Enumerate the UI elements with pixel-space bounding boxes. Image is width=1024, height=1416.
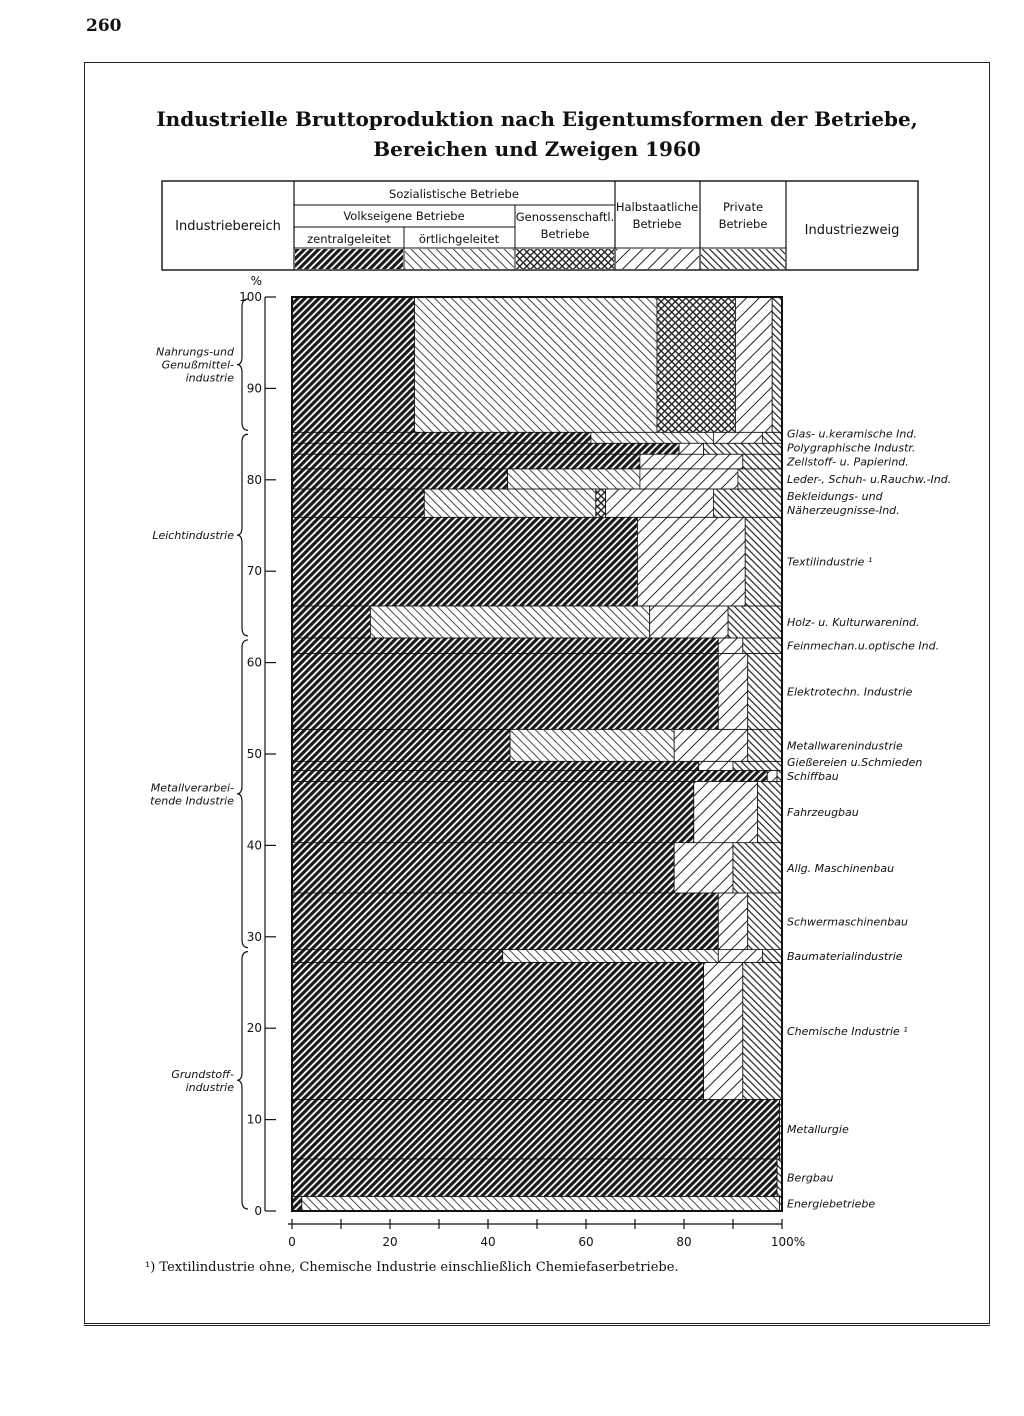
y-tick-label: 30 bbox=[246, 929, 262, 944]
bar-segment-privat bbox=[728, 606, 782, 638]
row-label: Baumaterialindustrie bbox=[787, 949, 903, 963]
bar-segment-zentral bbox=[292, 297, 415, 432]
y-tick-label: 10 bbox=[246, 1112, 262, 1127]
row-label: Textilindustrie ¹ bbox=[787, 555, 873, 569]
row-label: Bergbau bbox=[787, 1171, 834, 1185]
y-tick-label: 80 bbox=[246, 472, 262, 487]
legend-label-halb: Halbstaatliche Betriebe bbox=[615, 200, 699, 231]
row-label: Chemische Industrie ¹ bbox=[787, 1024, 908, 1038]
bar-segment-privat bbox=[743, 962, 782, 1099]
row-label: Bekleidungs- und bbox=[787, 490, 883, 504]
bar-segment-oertlich bbox=[370, 606, 649, 638]
x-tick-label: 0 bbox=[288, 1235, 296, 1249]
row-label: Holz- u. Kulturwarenind. bbox=[787, 615, 920, 629]
legend-swatch-oertlich bbox=[405, 249, 514, 269]
bar-segment-privat bbox=[772, 297, 782, 432]
y-tick-label: 90 bbox=[246, 381, 262, 396]
bar-segment-zentral bbox=[292, 454, 640, 469]
bar-segment-genossen bbox=[596, 489, 606, 517]
chart-title-line-1: Industrielle Bruttoproduktion nach Eigentumsformen der Betriebe, bbox=[156, 107, 918, 131]
row-label: Glas- u.keramische Ind. bbox=[787, 427, 917, 441]
group-bracket bbox=[237, 640, 248, 948]
bar-segment-halb bbox=[713, 432, 762, 443]
group-bracket bbox=[237, 299, 248, 430]
group-label: industrie bbox=[185, 1080, 234, 1094]
bar-segment-zentral bbox=[292, 517, 637, 606]
bar-segment-zentral bbox=[292, 950, 503, 963]
bar-segment-oertlich bbox=[508, 469, 640, 489]
bar-segment-privat bbox=[745, 517, 782, 606]
group-label: tende Industrie bbox=[150, 794, 234, 808]
legend-table bbox=[162, 181, 918, 270]
y-tick-label: 20 bbox=[246, 1021, 262, 1036]
bar-segment-oertlich bbox=[591, 432, 714, 443]
x-tick-label: 60 bbox=[578, 1235, 594, 1249]
row-label: Gießereien u.Schmieden bbox=[787, 755, 923, 769]
bar-segment-halb bbox=[718, 893, 747, 950]
row-label: Energiebetriebe bbox=[787, 1197, 876, 1211]
legend-label-oertlich: örtlichgeleitet bbox=[418, 232, 500, 246]
bar-segment-oertlich bbox=[302, 1196, 780, 1211]
bar-segment-zentral bbox=[292, 843, 674, 893]
legend-swatch-zentral bbox=[295, 249, 403, 269]
bar-segment-privat bbox=[758, 781, 783, 842]
row-label: Feinmechan.u.optische Ind. bbox=[787, 639, 940, 653]
y-tick-label: 70 bbox=[246, 564, 262, 579]
y-axis bbox=[239, 274, 276, 1218]
group-bracket bbox=[237, 434, 248, 636]
row-label: Allg. Maschinenbau bbox=[787, 861, 895, 875]
bar-segment-zentral bbox=[292, 606, 370, 638]
bottom-rule bbox=[84, 1325, 990, 1326]
bar-segment-oertlich bbox=[510, 729, 674, 761]
y-tick-label: 100 bbox=[239, 290, 262, 304]
bar-segment-zentral bbox=[292, 761, 699, 770]
bar-segment-privat bbox=[713, 489, 782, 517]
page-number: 260 bbox=[86, 16, 122, 36]
group-label: Genußmittel- bbox=[161, 358, 234, 372]
bar-segment-privat bbox=[743, 638, 782, 654]
bar-segment-halb bbox=[679, 443, 704, 454]
bar-segment-halb bbox=[699, 761, 733, 770]
bar-segment-halb bbox=[674, 843, 733, 893]
bar-segment-genossen bbox=[657, 297, 735, 432]
bar-segment-oertlich bbox=[424, 489, 596, 517]
row-label: Schwermaschinenbau bbox=[787, 915, 908, 929]
group-label: Leichtindustrie bbox=[152, 529, 234, 543]
bar-segment-halb bbox=[637, 517, 745, 606]
bar-segment-zentral bbox=[292, 770, 767, 781]
bar-segment-zentral bbox=[292, 1196, 302, 1211]
bar-segment-privat bbox=[738, 469, 782, 489]
legend-right-label: Industriezweig bbox=[804, 223, 900, 238]
row-label: Schiffbau bbox=[787, 769, 839, 783]
row-label: Fahrzeugbau bbox=[787, 806, 859, 820]
group-bracket bbox=[237, 952, 248, 1209]
bar-segment-privat bbox=[733, 843, 782, 893]
bar-segment-privat bbox=[748, 729, 782, 761]
bar-segment-oertlich bbox=[415, 297, 658, 432]
group-label: Metallverarbei- bbox=[150, 781, 234, 795]
legend-label-genossen: Genossenschaftl. Betriebe bbox=[515, 210, 615, 241]
row-label: Zellstoff- u. Papierind. bbox=[787, 455, 909, 469]
bar-segment-halb bbox=[735, 297, 772, 432]
y-tick-label: 40 bbox=[246, 838, 262, 853]
legend-swatch-halb bbox=[616, 249, 699, 269]
row-label: Metallwarenindustrie bbox=[787, 739, 903, 753]
row-label: Leder-, Schuh- u.Rauchw.-Ind. bbox=[787, 472, 952, 486]
chart-title-line-2: Bereichen und Zweigen 1960 bbox=[373, 137, 701, 161]
bar-segment-privat bbox=[748, 893, 782, 950]
bar-segment-zentral bbox=[292, 962, 704, 1099]
bar-segment-halb bbox=[704, 962, 743, 1099]
bar-segment-zentral bbox=[292, 489, 424, 517]
bar-segment-halb bbox=[674, 729, 748, 761]
bar-segment-halb bbox=[718, 653, 747, 729]
bar-segment-halb bbox=[650, 606, 728, 638]
legend-subgroup-label: Volkseigene Betriebe bbox=[343, 209, 465, 223]
row-label: Elektrotechn. Industrie bbox=[787, 685, 913, 699]
bar-segment-halb bbox=[640, 454, 743, 469]
legend-group-label: Sozialistische Betriebe bbox=[389, 187, 519, 201]
legend-swatch-genossen bbox=[516, 249, 614, 269]
row-labels bbox=[786, 428, 951, 1211]
bar-segment-oertlich bbox=[503, 950, 719, 963]
y-tick-label: 0 bbox=[254, 1204, 262, 1218]
bar-segment-zentral bbox=[292, 432, 591, 443]
bar-segment-privat bbox=[762, 950, 782, 963]
bar-segment-zentral bbox=[292, 781, 694, 842]
bar-segment-halb bbox=[640, 469, 738, 489]
bar-segment-zentral bbox=[292, 729, 510, 761]
x-tick-label: 80 bbox=[676, 1235, 692, 1249]
row-label: Metallurgie bbox=[787, 1123, 849, 1137]
bar-segment-zentral bbox=[292, 1159, 777, 1196]
legend-label-zentral: zentralgeleitet bbox=[307, 232, 391, 246]
row-label: Polygraphische Industr. bbox=[787, 441, 916, 455]
y-unit-label: % bbox=[250, 274, 262, 288]
x-tick-label: 40 bbox=[480, 1235, 496, 1249]
bar-segment-halb bbox=[767, 770, 777, 781]
legend-swatch-privat bbox=[701, 249, 785, 269]
x-tick-label: 100% bbox=[770, 1235, 806, 1249]
bar-segment-halb bbox=[718, 638, 743, 654]
legend-corner-label: Industriebereich bbox=[175, 219, 281, 234]
x-tick-label: 20 bbox=[382, 1235, 398, 1249]
bar-segment-zentral bbox=[292, 638, 718, 654]
bar-segment-privat bbox=[704, 443, 782, 454]
footnote: ¹) Textilindustrie ohne, Chemische Industrie einschließlich Chemiefaserbetriebe. bbox=[145, 1260, 679, 1275]
bar-segment-privat bbox=[743, 454, 782, 469]
group-label: Nahrungs-und bbox=[155, 345, 234, 359]
bar-segment-zentral bbox=[292, 469, 508, 489]
bar-area bbox=[292, 297, 782, 1211]
group-label: Grundstoff- bbox=[171, 1067, 234, 1081]
group-brackets bbox=[150, 299, 248, 1209]
row-label: Näherzeugnisse-Ind. bbox=[787, 504, 900, 518]
bar-segment-zentral bbox=[292, 893, 718, 950]
bar-segment-halb bbox=[606, 489, 714, 517]
legend-label-privat: Private Betriebe bbox=[718, 200, 768, 231]
y-tick-label: 60 bbox=[246, 655, 262, 670]
x-axis bbox=[288, 1219, 805, 1249]
bar-segment-privat bbox=[748, 653, 782, 729]
group-label: industrie bbox=[185, 371, 234, 385]
y-tick-label: 50 bbox=[246, 747, 262, 761]
bar-segment-halb bbox=[718, 950, 762, 963]
bar-segment-zentral bbox=[292, 1099, 780, 1158]
bar-segment-privat bbox=[762, 432, 782, 443]
bar-segment-privat bbox=[733, 761, 782, 770]
bar-segment-halb bbox=[694, 781, 758, 842]
bar-segment-zentral bbox=[292, 653, 718, 729]
bar-segment-zentral bbox=[292, 443, 679, 454]
